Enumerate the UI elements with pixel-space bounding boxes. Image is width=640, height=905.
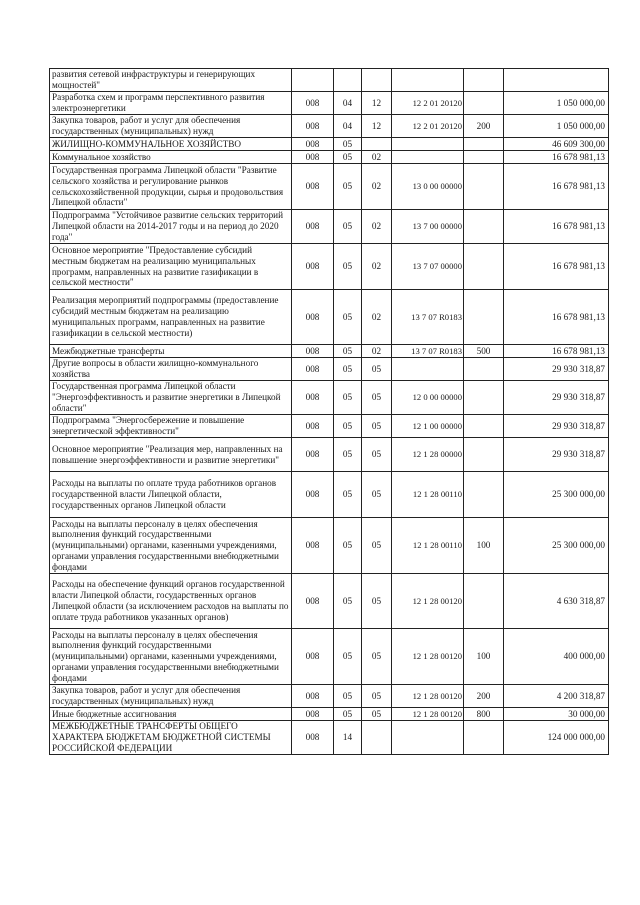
- cell-amount: 400 000,00: [504, 629, 609, 685]
- cell-expense-type: [464, 358, 504, 381]
- cell-amount: 16 678 981,13: [504, 210, 609, 244]
- cell-subsection: [362, 69, 392, 92]
- cell-section: 05: [334, 518, 362, 574]
- table-row: [50, 244, 609, 290]
- cell-target-article: 13 7 07 00000: [392, 244, 464, 290]
- cell-subsection: 05: [362, 708, 392, 721]
- cell-expense-type: 800: [464, 708, 504, 721]
- cell-target-article: 12 0 00 00000: [392, 381, 464, 415]
- cell-expense-type: [464, 574, 504, 629]
- cell-section: 05: [334, 438, 362, 472]
- cell-ved: 008: [292, 518, 334, 574]
- table-row: [50, 210, 609, 244]
- cell-expense-type: 500: [464, 345, 504, 358]
- table-row: [50, 151, 609, 164]
- cell-ved: 008: [292, 708, 334, 721]
- cell-name: Государственная программа Липецкой области "Энергоэффективность и развитие энергетики в Липецкой области": [50, 381, 292, 415]
- cell-target-article: 13 0 00 00000: [392, 164, 464, 210]
- cell-amount: 25 300 000,00: [504, 518, 609, 574]
- cell-target-article: 12 1 28 00110: [392, 472, 464, 518]
- cell-expense-type: [464, 381, 504, 415]
- cell-section: 05: [334, 290, 362, 345]
- cell-name: МЕЖБЮДЖЕТНЫЕ ТРАНСФЕРТЫ ОБЩЕГО ХАРАКТЕРА БЮДЖЕТАМ БЮДЖЕТНОЙ СИСТЕМЫ РОССИЙСКОЙ ФЕДЕРАЦИИ: [50, 721, 292, 755]
- cell-target-article: 12 1 28 00000: [392, 438, 464, 472]
- table-row: [50, 629, 609, 685]
- cell-subsection: 05: [362, 518, 392, 574]
- table-row: [50, 574, 609, 629]
- cell-ved: 008: [292, 685, 334, 708]
- cell-subsection: 05: [362, 629, 392, 685]
- cell-subsection: 02: [362, 290, 392, 345]
- cell-ved: 008: [292, 115, 334, 138]
- cell-section: 05: [334, 472, 362, 518]
- cell-name: Иные бюджетные ассигнования: [50, 708, 292, 721]
- budget-table-body: [50, 69, 609, 755]
- cell-section: 05: [334, 381, 362, 415]
- cell-ved: [292, 69, 334, 92]
- budget-table: [49, 68, 609, 755]
- cell-ved: 008: [292, 138, 334, 151]
- cell-target-article: 13 7 07 R0183: [392, 345, 464, 358]
- cell-subsection: 05: [362, 358, 392, 381]
- cell-amount: 16 678 981,13: [504, 164, 609, 210]
- cell-ved: 008: [292, 629, 334, 685]
- cell-target-article: 13 7 00 00000: [392, 210, 464, 244]
- cell-name: Коммунальное хозяйство: [50, 151, 292, 164]
- cell-section: 05: [334, 138, 362, 151]
- cell-amount: 46 609 300,00: [504, 138, 609, 151]
- cell-name: Расходы на выплаты по оплате труда работников органов государственной власти Липецкой области, государственных органов Липецкой области: [50, 472, 292, 518]
- cell-name: Расходы на выплаты персоналу в целях обеспечения выполнения функций государственными (муниципальными) органами, казенными учреждениями, органами управления государственными внебюджетными фондами: [50, 629, 292, 685]
- cell-section: 05: [334, 345, 362, 358]
- cell-expense-type: [464, 138, 504, 151]
- cell-subsection: 05: [362, 472, 392, 518]
- cell-target-article: 12 2 01 20120: [392, 115, 464, 138]
- cell-amount: 29 930 318,87: [504, 381, 609, 415]
- cell-name: Реализация мероприятий подпрограммы (предоставление субсидий местным бюджетам на реализацию муниципальных программ, направленных на развитие газификации в сельской местности): [50, 290, 292, 345]
- cell-target-article: 12 1 28 00120: [392, 629, 464, 685]
- cell-amount: 25 300 000,00: [504, 472, 609, 518]
- cell-amount: 4 200 318,87: [504, 685, 609, 708]
- cell-target-article: [392, 151, 464, 164]
- cell-ved: 008: [292, 210, 334, 244]
- cell-amount: [504, 69, 609, 92]
- cell-section: 05: [334, 210, 362, 244]
- cell-target-article: 12 2 01 20120: [392, 92, 464, 115]
- cell-expense-type: [464, 415, 504, 438]
- cell-subsection: 05: [362, 415, 392, 438]
- cell-name: Государственная программа Липецкой области "Развитие сельского хозяйства и регулирование рынков сельскохозяйственной продукции, сырья и продовольствия Липецкой области": [50, 164, 292, 210]
- cell-section: 05: [334, 164, 362, 210]
- cell-ved: 008: [292, 415, 334, 438]
- table-row: [50, 381, 609, 415]
- cell-section: 05: [334, 358, 362, 381]
- cell-ved: 008: [292, 574, 334, 629]
- table-row: [50, 115, 609, 138]
- cell-expense-type: [464, 290, 504, 345]
- cell-name: Основное мероприятие "Реализация мер, направленных на повышение энергоэффективности и развитие энергетики": [50, 438, 292, 472]
- cell-ved: 008: [292, 244, 334, 290]
- cell-name: развития сетевой инфраструктуры и генерирующих мощностей": [50, 69, 292, 92]
- cell-target-article: [392, 69, 464, 92]
- table-row: [50, 708, 609, 721]
- cell-name: Разработка схем и программ перспективного развития электроэнергетики: [50, 92, 292, 115]
- cell-section: 05: [334, 708, 362, 721]
- cell-section: 05: [334, 574, 362, 629]
- cell-target-article: 13 7 07 R0183: [392, 290, 464, 345]
- cell-section: 05: [334, 685, 362, 708]
- cell-section: 04: [334, 92, 362, 115]
- cell-subsection: [362, 138, 392, 151]
- cell-name: Подпрограмма "Устойчивое развитие сельских территорий Липецкой области на 2014-2017 годы и на период до 2020 года": [50, 210, 292, 244]
- cell-name: Закупка товаров, работ и услуг для обеспечения государственных (муниципальных) нужд: [50, 115, 292, 138]
- cell-name: ЖИЛИЩНО-КОММУНАЛЬНОЕ ХОЗЯЙСТВО: [50, 138, 292, 151]
- cell-target-article: 12 1 28 00120: [392, 574, 464, 629]
- cell-ved: 008: [292, 381, 334, 415]
- table-row: [50, 438, 609, 472]
- table-row: [50, 92, 609, 115]
- cell-expense-type: [464, 721, 504, 755]
- cell-amount: 30 000,00: [504, 708, 609, 721]
- table-row: [50, 290, 609, 345]
- cell-expense-type: [464, 210, 504, 244]
- table-row: [50, 415, 609, 438]
- cell-name: Расходы на обеспечение функций органов государственной власти Липецкой области, государственных органов Липецкой области (за исключением расходов на выплаты по оплате труда работников указанных органов): [50, 574, 292, 629]
- cell-amount: 124 000 000,00: [504, 721, 609, 755]
- cell-section: 14: [334, 721, 362, 755]
- cell-subsection: 05: [362, 574, 392, 629]
- cell-ved: 008: [292, 345, 334, 358]
- cell-expense-type: 200: [464, 115, 504, 138]
- cell-expense-type: 100: [464, 629, 504, 685]
- cell-name: Другие вопросы в области жилищно-коммунального хозяйства: [50, 358, 292, 381]
- cell-subsection: 02: [362, 151, 392, 164]
- cell-section: 05: [334, 629, 362, 685]
- cell-expense-type: [464, 438, 504, 472]
- cell-name: Межбюджетные трансферты: [50, 345, 292, 358]
- table-row: [50, 518, 609, 574]
- cell-amount: 16 678 981,13: [504, 290, 609, 345]
- cell-expense-type: [464, 164, 504, 210]
- table-row: [50, 721, 609, 755]
- cell-target-article: [392, 721, 464, 755]
- cell-subsection: 02: [362, 345, 392, 358]
- cell-ved: 008: [292, 438, 334, 472]
- cell-expense-type: 200: [464, 685, 504, 708]
- cell-amount: 16 678 981,13: [504, 244, 609, 290]
- cell-expense-type: [464, 69, 504, 92]
- cell-ved: 008: [292, 358, 334, 381]
- cell-subsection: 02: [362, 244, 392, 290]
- cell-expense-type: [464, 472, 504, 518]
- cell-name: Закупка товаров, работ и услуг для обеспечения государственных (муниципальных) нужд: [50, 685, 292, 708]
- cell-ved: 008: [292, 472, 334, 518]
- cell-section: 05: [334, 244, 362, 290]
- cell-ved: 008: [292, 290, 334, 345]
- cell-target-article: 12 1 28 00110: [392, 518, 464, 574]
- table-row: [50, 138, 609, 151]
- table-row: [50, 358, 609, 381]
- cell-amount: 29 930 318,87: [504, 415, 609, 438]
- cell-expense-type: [464, 92, 504, 115]
- cell-ved: 008: [292, 151, 334, 164]
- cell-expense-type: 100: [464, 518, 504, 574]
- cell-amount: 4 630 318,87: [504, 574, 609, 629]
- table-row: [50, 345, 609, 358]
- cell-amount: 16 678 981,13: [504, 151, 609, 164]
- cell-amount: 1 050 000,00: [504, 115, 609, 138]
- cell-expense-type: [464, 244, 504, 290]
- cell-amount: 29 930 318,87: [504, 358, 609, 381]
- table-row: [50, 69, 609, 92]
- cell-subsection: 05: [362, 381, 392, 415]
- cell-section: [334, 69, 362, 92]
- cell-subsection: 02: [362, 210, 392, 244]
- cell-subsection: 05: [362, 685, 392, 708]
- cell-subsection: 12: [362, 115, 392, 138]
- cell-name: Расходы на выплаты персоналу в целях обеспечения выполнения функций государственными (муниципальными) органами, казенными учреждениями, органами управления государственными внебюджетными фондами: [50, 518, 292, 574]
- table-row: [50, 472, 609, 518]
- cell-ved: 008: [292, 721, 334, 755]
- cell-subsection: 02: [362, 164, 392, 210]
- cell-subsection: 05: [362, 438, 392, 472]
- cell-subsection: 12: [362, 92, 392, 115]
- cell-target-article: [392, 358, 464, 381]
- table-row: [50, 164, 609, 210]
- cell-section: 05: [334, 415, 362, 438]
- cell-target-article: 12 1 28 00120: [392, 685, 464, 708]
- cell-section: 04: [334, 115, 362, 138]
- cell-amount: 16 678 981,13: [504, 345, 609, 358]
- cell-amount: 29 930 318,87: [504, 438, 609, 472]
- cell-amount: 1 050 000,00: [504, 92, 609, 115]
- cell-name: Основное мероприятие "Предоставление субсидий местным бюджетам на реализацию муниципальных программ, направленных на развитие газификации в сельской местности": [50, 244, 292, 290]
- table-row: [50, 685, 609, 708]
- cell-ved: 008: [292, 164, 334, 210]
- cell-name: Подпрограмма "Энергосбережение и повышение энергетической эффективности": [50, 415, 292, 438]
- cell-section: 05: [334, 151, 362, 164]
- cell-target-article: 12 1 28 00120: [392, 708, 464, 721]
- cell-subsection: [362, 721, 392, 755]
- cell-target-article: 12 1 00 00000: [392, 415, 464, 438]
- cell-ved: 008: [292, 92, 334, 115]
- cell-expense-type: [464, 151, 504, 164]
- cell-target-article: [392, 138, 464, 151]
